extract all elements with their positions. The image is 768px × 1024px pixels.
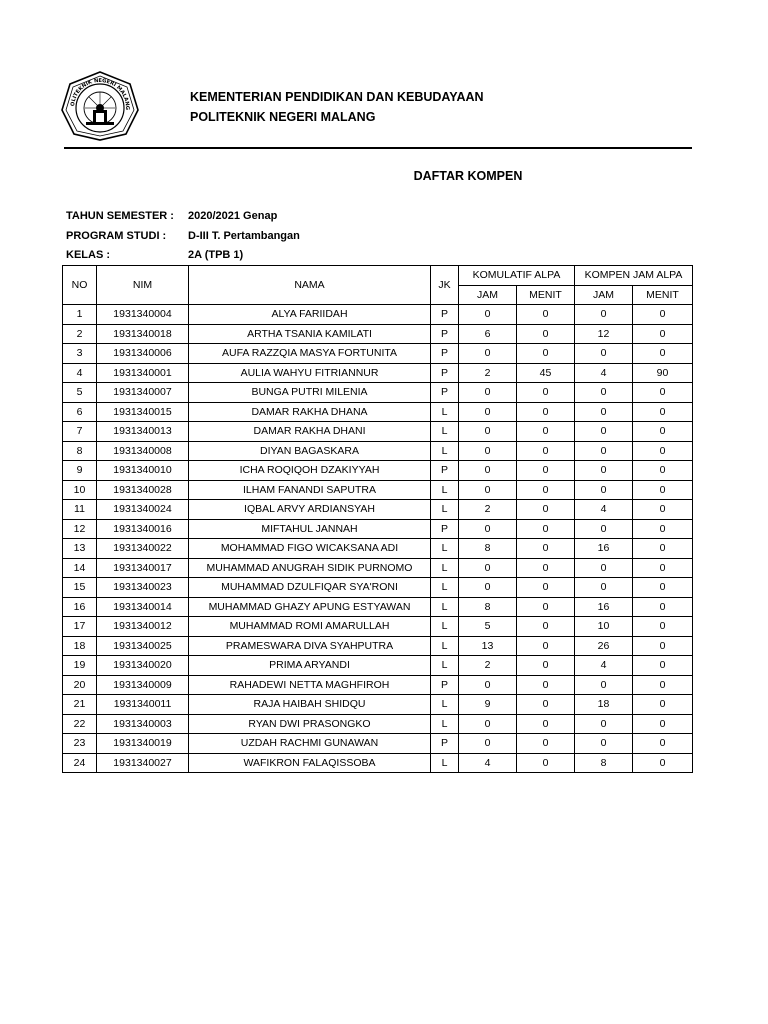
cell-jk: P [431, 305, 459, 325]
cell-kompen-jam: 26 [575, 636, 633, 656]
cell-nama: MUHAMMAD ANUGRAH SIDIK PURNOMO [189, 558, 431, 578]
cell-nama: AUFA RAZZQIA MASYA FORTUNITA [189, 344, 431, 364]
cell-kompen-jam: 8 [575, 753, 633, 773]
cell-nim: 1931340004 [97, 305, 189, 325]
semester-label: TAHUN SEMESTER : [66, 210, 174, 222]
cell-kompen-jam: 0 [575, 402, 633, 422]
class-label: KELAS : [66, 249, 110, 261]
cell-komulatif-jam: 2 [459, 363, 517, 383]
cell-komulatif-menit: 45 [517, 363, 575, 383]
cell-no: 14 [63, 558, 97, 578]
col-header-kompen-jam-alpa: KOMPEN JAM ALPA [575, 266, 693, 286]
cell-nama: MUHAMMAD GHAZY APUNG ESTYAWAN [189, 597, 431, 617]
cell-nim: 1931340006 [97, 344, 189, 364]
cell-jk: P [431, 383, 459, 403]
cell-nim: 1931340011 [97, 695, 189, 715]
cell-no: 18 [63, 636, 97, 656]
cell-no: 2 [63, 324, 97, 344]
cell-nama: ILHAM FANANDI SAPUTRA [189, 480, 431, 500]
cell-komulatif-jam: 0 [459, 441, 517, 461]
cell-komulatif-menit: 0 [517, 636, 575, 656]
cell-no: 22 [63, 714, 97, 734]
cell-komulatif-jam: 0 [459, 344, 517, 364]
cell-nama: WAFIKRON FALAQISSOBA [189, 753, 431, 773]
cell-kompen-jam: 0 [575, 675, 633, 695]
table-row [63, 714, 693, 734]
cell-kompen-jam: 0 [575, 734, 633, 754]
table-row [63, 441, 693, 461]
cell-nim: 1931340017 [97, 558, 189, 578]
cell-kompen-jam: 0 [575, 480, 633, 500]
cell-komulatif-jam: 13 [459, 636, 517, 656]
cell-komulatif-menit: 0 [517, 441, 575, 461]
cell-nama: PRAMESWARA DIVA SYAHPUTRA [189, 636, 431, 656]
cell-komulatif-menit: 0 [517, 656, 575, 676]
cell-komulatif-menit: 0 [517, 539, 575, 559]
cell-nim: 1931340001 [97, 363, 189, 383]
col-header-kompen-jam: JAM [575, 285, 633, 305]
cell-kompen-menit: 0 [633, 714, 693, 734]
col-header-jk: JK [431, 266, 459, 305]
cell-kompen-jam: 16 [575, 539, 633, 559]
cell-nama: MIFTAHUL JANNAH [189, 519, 431, 539]
cell-nama: IQBAL ARVY ARDIANSYAH [189, 500, 431, 520]
compensation-table [62, 265, 693, 773]
polinema-logo [60, 70, 140, 142]
cell-no: 3 [63, 344, 97, 364]
cell-kompen-menit: 0 [633, 753, 693, 773]
cell-kompen-jam: 0 [575, 422, 633, 442]
table-row [63, 480, 693, 500]
table-row [63, 324, 693, 344]
cell-nama: ALYA FARIIDAH [189, 305, 431, 325]
cell-komulatif-menit: 0 [517, 753, 575, 773]
cell-jk: L [431, 422, 459, 442]
cell-kompen-jam: 4 [575, 363, 633, 383]
col-header-nim: NIM [97, 266, 189, 305]
cell-nama: AULIA WAHYU FITRIANNUR [189, 363, 431, 383]
cell-nim: 1931340019 [97, 734, 189, 754]
cell-komulatif-jam: 0 [459, 422, 517, 442]
cell-nim: 1931340014 [97, 597, 189, 617]
cell-kompen-menit: 0 [633, 441, 693, 461]
svg-text:POLITEKNIK NEGERI MALANG: OLITEKNIK NEGERI MALANG [70, 77, 131, 111]
cell-komulatif-menit: 0 [517, 578, 575, 598]
cell-kompen-jam: 4 [575, 656, 633, 676]
cell-nim: 1931340020 [97, 656, 189, 676]
cell-kompen-menit: 0 [633, 734, 693, 754]
table-row [63, 597, 693, 617]
table-row [63, 344, 693, 364]
cell-komulatif-menit: 0 [517, 324, 575, 344]
cell-nim: 1931340012 [97, 617, 189, 637]
cell-nama: BUNGA PUTRI MILENIA [189, 383, 431, 403]
cell-nama: MOHAMMAD FIGO WICAKSANA ADI [189, 539, 431, 559]
cell-komulatif-jam: 0 [459, 734, 517, 754]
cell-kompen-menit: 0 [633, 461, 693, 481]
col-header-komulatif-alpa: KOMULATIF ALPA [459, 266, 575, 286]
cell-nama: RAJA HAIBAH SHIDQU [189, 695, 431, 715]
cell-no: 6 [63, 402, 97, 422]
cell-jk: L [431, 441, 459, 461]
cell-kompen-menit: 0 [633, 656, 693, 676]
table-row [63, 617, 693, 637]
table-body [63, 305, 693, 773]
cell-nim: 1931340013 [97, 422, 189, 442]
cell-no: 9 [63, 461, 97, 481]
col-header-komulatif-jam: JAM [459, 285, 517, 305]
col-header-nama: NAMA [189, 266, 431, 305]
cell-no: 8 [63, 441, 97, 461]
cell-jk: L [431, 695, 459, 715]
cell-nama: RYAN DWI PRASONGKO [189, 714, 431, 734]
cell-jk: L [431, 480, 459, 500]
cell-nim: 1931340003 [97, 714, 189, 734]
cell-kompen-jam: 0 [575, 714, 633, 734]
cell-nim: 1931340008 [97, 441, 189, 461]
cell-komulatif-jam: 0 [459, 305, 517, 325]
cell-no: 13 [63, 539, 97, 559]
cell-no: 11 [63, 500, 97, 520]
cell-nama: MUHAMMAD ROMI AMARULLAH [189, 617, 431, 637]
cell-kompen-jam: 0 [575, 305, 633, 325]
cell-kompen-menit: 0 [633, 675, 693, 695]
study-program-label: PROGRAM STUDI : [66, 230, 167, 242]
cell-komulatif-menit: 0 [517, 519, 575, 539]
cell-komulatif-jam: 0 [459, 519, 517, 539]
cell-kompen-menit: 0 [633, 539, 693, 559]
col-header-no: NO [63, 266, 97, 305]
cell-jk: L [431, 617, 459, 637]
table-row [63, 500, 693, 520]
cell-komulatif-menit: 0 [517, 422, 575, 442]
cell-komulatif-menit: 0 [517, 734, 575, 754]
cell-jk: L [431, 539, 459, 559]
cell-no: 10 [63, 480, 97, 500]
cell-kompen-jam: 0 [575, 558, 633, 578]
cell-nim: 1931340016 [97, 519, 189, 539]
cell-komulatif-menit: 0 [517, 617, 575, 637]
cell-jk: L [431, 714, 459, 734]
cell-kompen-menit: 0 [633, 597, 693, 617]
cell-komulatif-menit: 0 [517, 402, 575, 422]
table-row [63, 539, 693, 559]
table-row [63, 695, 693, 715]
table-row [63, 753, 693, 773]
cell-kompen-jam: 12 [575, 324, 633, 344]
cell-kompen-menit: 0 [633, 578, 693, 598]
cell-kompen-jam: 10 [575, 617, 633, 637]
cell-komulatif-jam: 0 [459, 578, 517, 598]
cell-no: 20 [63, 675, 97, 695]
table-row [63, 675, 693, 695]
cell-jk: P [431, 519, 459, 539]
cell-nama: RAHADEWI NETTA MAGHFIROH [189, 675, 431, 695]
cell-komulatif-menit: 0 [517, 558, 575, 578]
cell-jk: P [431, 363, 459, 383]
cell-nim: 1931340024 [97, 500, 189, 520]
table-row [63, 734, 693, 754]
cell-kompen-menit: 0 [633, 344, 693, 364]
table-row [63, 422, 693, 442]
cell-no: 19 [63, 656, 97, 676]
cell-no: 12 [63, 519, 97, 539]
cell-jk: L [431, 636, 459, 656]
cell-nim: 1931340010 [97, 461, 189, 481]
class-value: 2A (TPB 1) [188, 249, 244, 261]
cell-jk: P [431, 344, 459, 364]
institution-heading: POLITEKNIK NEGERI MALANG [190, 110, 376, 124]
cell-nim: 1931340009 [97, 675, 189, 695]
table-row [63, 383, 693, 403]
cell-kompen-menit: 0 [633, 305, 693, 325]
cell-nama: ARTHA TSANIA KAMILATI [189, 324, 431, 344]
document-title: DAFTAR KOMPEN [413, 169, 523, 183]
cell-komulatif-menit: 0 [517, 480, 575, 500]
cell-nim: 1931340022 [97, 539, 189, 559]
cell-kompen-jam: 0 [575, 344, 633, 364]
table-row [63, 656, 693, 676]
table-row [63, 363, 693, 383]
cell-no: 4 [63, 363, 97, 383]
cell-kompen-jam: 0 [575, 578, 633, 598]
ministry-heading: KEMENTERIAN PENDIDIKAN DAN KEBUDAYAAN [190, 90, 484, 104]
cell-komulatif-jam: 4 [459, 753, 517, 773]
cell-no: 23 [63, 734, 97, 754]
cell-kompen-menit: 0 [633, 519, 693, 539]
cell-komulatif-jam: 6 [459, 324, 517, 344]
cell-komulatif-menit: 0 [517, 461, 575, 481]
cell-kompen-jam: 18 [575, 695, 633, 715]
cell-kompen-menit: 0 [633, 500, 693, 520]
cell-komulatif-jam: 2 [459, 500, 517, 520]
cell-no: 15 [63, 578, 97, 598]
table-row [63, 558, 693, 578]
cell-no: 24 [63, 753, 97, 773]
cell-no: 17 [63, 617, 97, 637]
cell-jk: P [431, 461, 459, 481]
cell-nama: DAMAR RAKHA DHANI [189, 422, 431, 442]
cell-komulatif-jam: 0 [459, 461, 517, 481]
cell-komulatif-menit: 0 [517, 695, 575, 715]
table-row [63, 636, 693, 656]
table-row [63, 519, 693, 539]
cell-kompen-menit: 0 [633, 402, 693, 422]
cell-komulatif-jam: 8 [459, 539, 517, 559]
cell-kompen-menit: 0 [633, 558, 693, 578]
cell-jk: L [431, 500, 459, 520]
cell-komulatif-menit: 0 [517, 305, 575, 325]
table-row [63, 578, 693, 598]
cell-komulatif-menit: 0 [517, 500, 575, 520]
cell-komulatif-jam: 0 [459, 558, 517, 578]
cell-komulatif-jam: 9 [459, 695, 517, 715]
cell-kompen-menit: 0 [633, 422, 693, 442]
cell-no: 1 [63, 305, 97, 325]
cell-nama: ICHA ROQIQOH DZAKIYYAH [189, 461, 431, 481]
cell-no: 21 [63, 695, 97, 715]
cell-jk: L [431, 402, 459, 422]
cell-komulatif-jam: 5 [459, 617, 517, 637]
cell-kompen-jam: 16 [575, 597, 633, 617]
cell-nama: DAMAR RAKHA DHANA [189, 402, 431, 422]
cell-jk: L [431, 597, 459, 617]
cell-nama: PRIMA ARYANDI [189, 656, 431, 676]
cell-nim: 1931340007 [97, 383, 189, 403]
cell-komulatif-jam: 0 [459, 480, 517, 500]
cell-kompen-menit: 90 [633, 363, 693, 383]
cell-nim: 1931340025 [97, 636, 189, 656]
table-row [63, 305, 693, 325]
semester-value: 2020/2021 Genap [188, 210, 278, 222]
cell-nim: 1931340018 [97, 324, 189, 344]
cell-nama: DIYAN BAGASKARA [189, 441, 431, 461]
cell-kompen-jam: 0 [575, 519, 633, 539]
cell-no: 16 [63, 597, 97, 617]
cell-kompen-jam: 0 [575, 461, 633, 481]
cell-komulatif-menit: 0 [517, 383, 575, 403]
cell-nama: UZDAH RACHMI GUNAWAN [189, 734, 431, 754]
cell-nama: MUHAMMAD DZULFIQAR SYA'RONI [189, 578, 431, 598]
cell-komulatif-jam: 0 [459, 714, 517, 734]
cell-kompen-jam: 0 [575, 441, 633, 461]
cell-kompen-menit: 0 [633, 480, 693, 500]
cell-jk: P [431, 734, 459, 754]
cell-komulatif-menit: 0 [517, 675, 575, 695]
cell-kompen-menit: 0 [633, 695, 693, 715]
cell-komulatif-jam: 0 [459, 402, 517, 422]
cell-komulatif-jam: 0 [459, 675, 517, 695]
cell-komulatif-jam: 0 [459, 383, 517, 403]
header-divider [64, 147, 692, 149]
cell-kompen-menit: 0 [633, 617, 693, 637]
cell-kompen-jam: 4 [575, 500, 633, 520]
cell-komulatif-menit: 0 [517, 344, 575, 364]
study-program-value: D-III T. Pertambangan [188, 230, 300, 242]
cell-nim: 1931340015 [97, 402, 189, 422]
col-header-komulatif-menit: MENIT [517, 285, 575, 305]
cell-kompen-menit: 0 [633, 324, 693, 344]
cell-jk: L [431, 656, 459, 676]
col-header-kompen-menit: MENIT [633, 285, 693, 305]
cell-komulatif-menit: 0 [517, 597, 575, 617]
cell-jk: L [431, 578, 459, 598]
cell-komulatif-jam: 8 [459, 597, 517, 617]
cell-nim: 1931340027 [97, 753, 189, 773]
table-row [63, 461, 693, 481]
cell-komulatif-jam: 2 [459, 656, 517, 676]
cell-kompen-menit: 0 [633, 383, 693, 403]
cell-jk: L [431, 558, 459, 578]
cell-jk: P [431, 675, 459, 695]
cell-nim: 1931340028 [97, 480, 189, 500]
cell-komulatif-menit: 0 [517, 714, 575, 734]
cell-no: 7 [63, 422, 97, 442]
table-row [63, 402, 693, 422]
cell-kompen-menit: 0 [633, 636, 693, 656]
cell-kompen-jam: 0 [575, 383, 633, 403]
cell-no: 5 [63, 383, 97, 403]
cell-nim: 1931340023 [97, 578, 189, 598]
cell-jk: L [431, 753, 459, 773]
cell-jk: P [431, 324, 459, 344]
